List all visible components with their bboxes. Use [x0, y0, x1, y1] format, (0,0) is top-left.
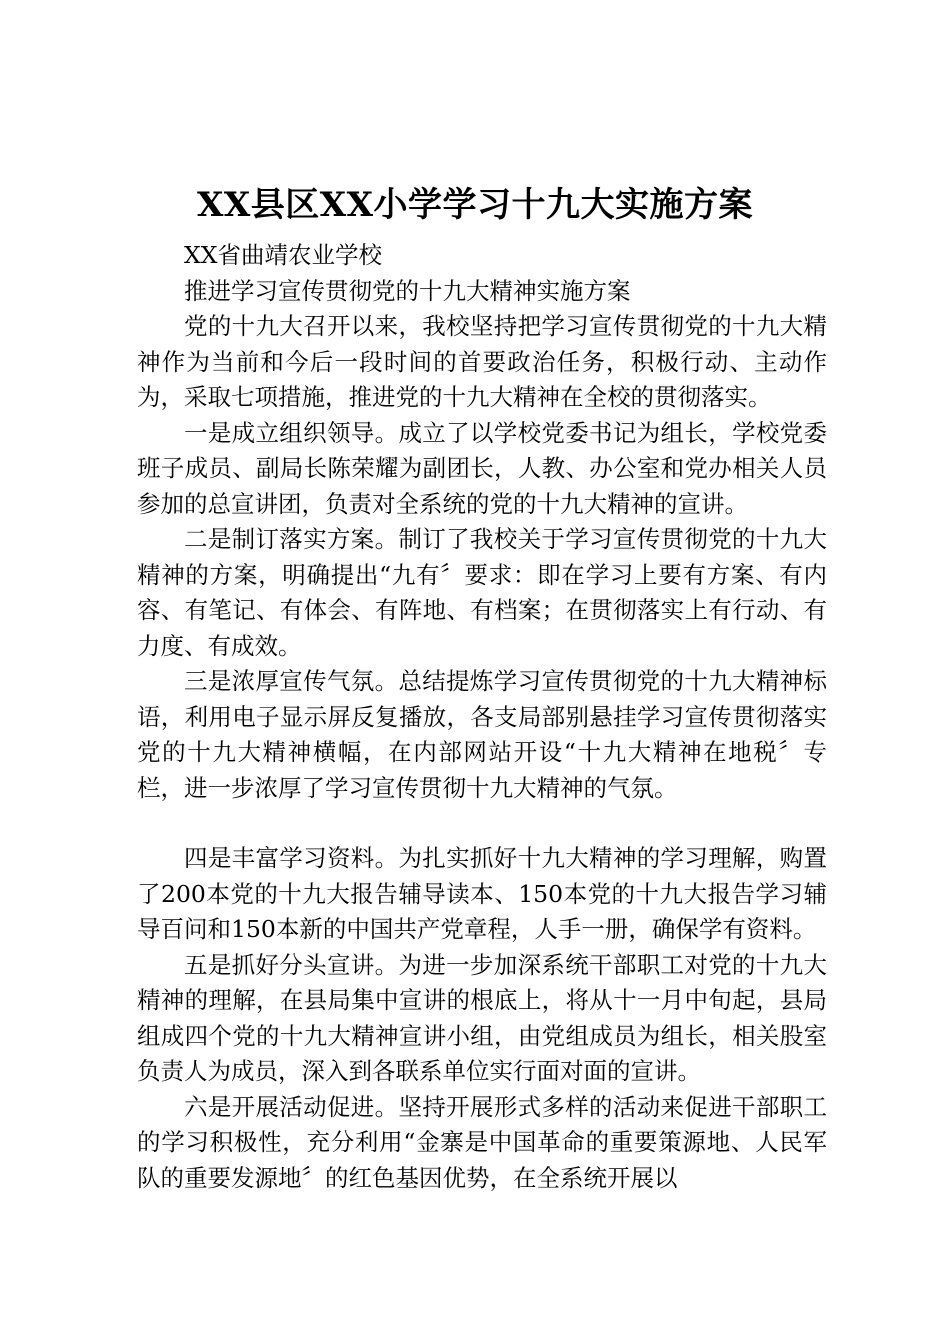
paragraph-measure-3: 三是浓厚宣传气氛。总结提炼学习宣传贯彻党的十九大精神标语，利用电子显示屏反复播放，各支局部别悬挂学习宣传贯彻落实党的十九大精神横幅，在内部网站开设“十九大精神在地税〞专栏，进一步浓厚了学习宣传贯彻十九大精神的气氛。 [137, 667, 827, 802]
paragraph-measure-4: 四是丰富学习资料。为扎实抓好十九大精神的学习理解，购置了200本党的十九大报告辅导读本、150本党的十九大报告学习辅导百问和150本新的中国共产党章程，人手一册，确保学有资料。 [137, 844, 827, 943]
paragraph-intro: 党的十九大召开以来，我校坚持把学习宣传贯彻党的十九大精神作为当前和今后一段时间的首要政治任务，积极行动、主动作为，采取七项措施，推进党的十九大精神在全校的贯彻落实。 [137, 312, 827, 411]
paragraph-school-name: XX省曲靖农业学校 [184, 241, 382, 269]
paragraph-measure-2: 二是制订落实方案。制订了我校关于学习宣传贯彻党的十九大精神的方案，明确提出“九有〞要求：即在学习上要有方案、有内容、有笔记、有体会、有阵地、有档案；在贯彻落实上有行动、有力度、有成效。 [137, 525, 827, 660]
paragraph-subtitle: 推进学习宣传贯彻党的十九大精神实施方案 [184, 276, 631, 305]
paragraph-measure-1: 一是成立组织领导。成立了以学校党委书记为组长，学校党委班子成员、副局长陈荣耀为副团长，人教、办公室和党办相关人员参加的总宣讲团，负责对全系统的党的十九大精神的宣讲。 [137, 418, 827, 518]
document-title: XX县区XX小学学习十九大实施方案 [196, 185, 754, 225]
paragraph-measure-5: 五是抓好分头宣讲。为进一步加深系统干部职工对党的十九大精神的理解，在县局集中宣讲的根底上，将从十一月中旬起，县局组成四个党的十九大精神宣讲小组，由党组成员为组长，相关股室负责人为成员，深入到各联系单位实行面对面的宣讲。 [137, 950, 827, 1085]
paragraph-measure-6: 六是开展活动促进。坚持开展形式多样的活动来促进干部职工的学习积极性，充分利用“金寨是中国革命的重要策源地、人民军队的重要发源地〞的红色基因优势，在全系统开展以 [137, 1092, 827, 1192]
document-body [137, 238, 827, 1196]
